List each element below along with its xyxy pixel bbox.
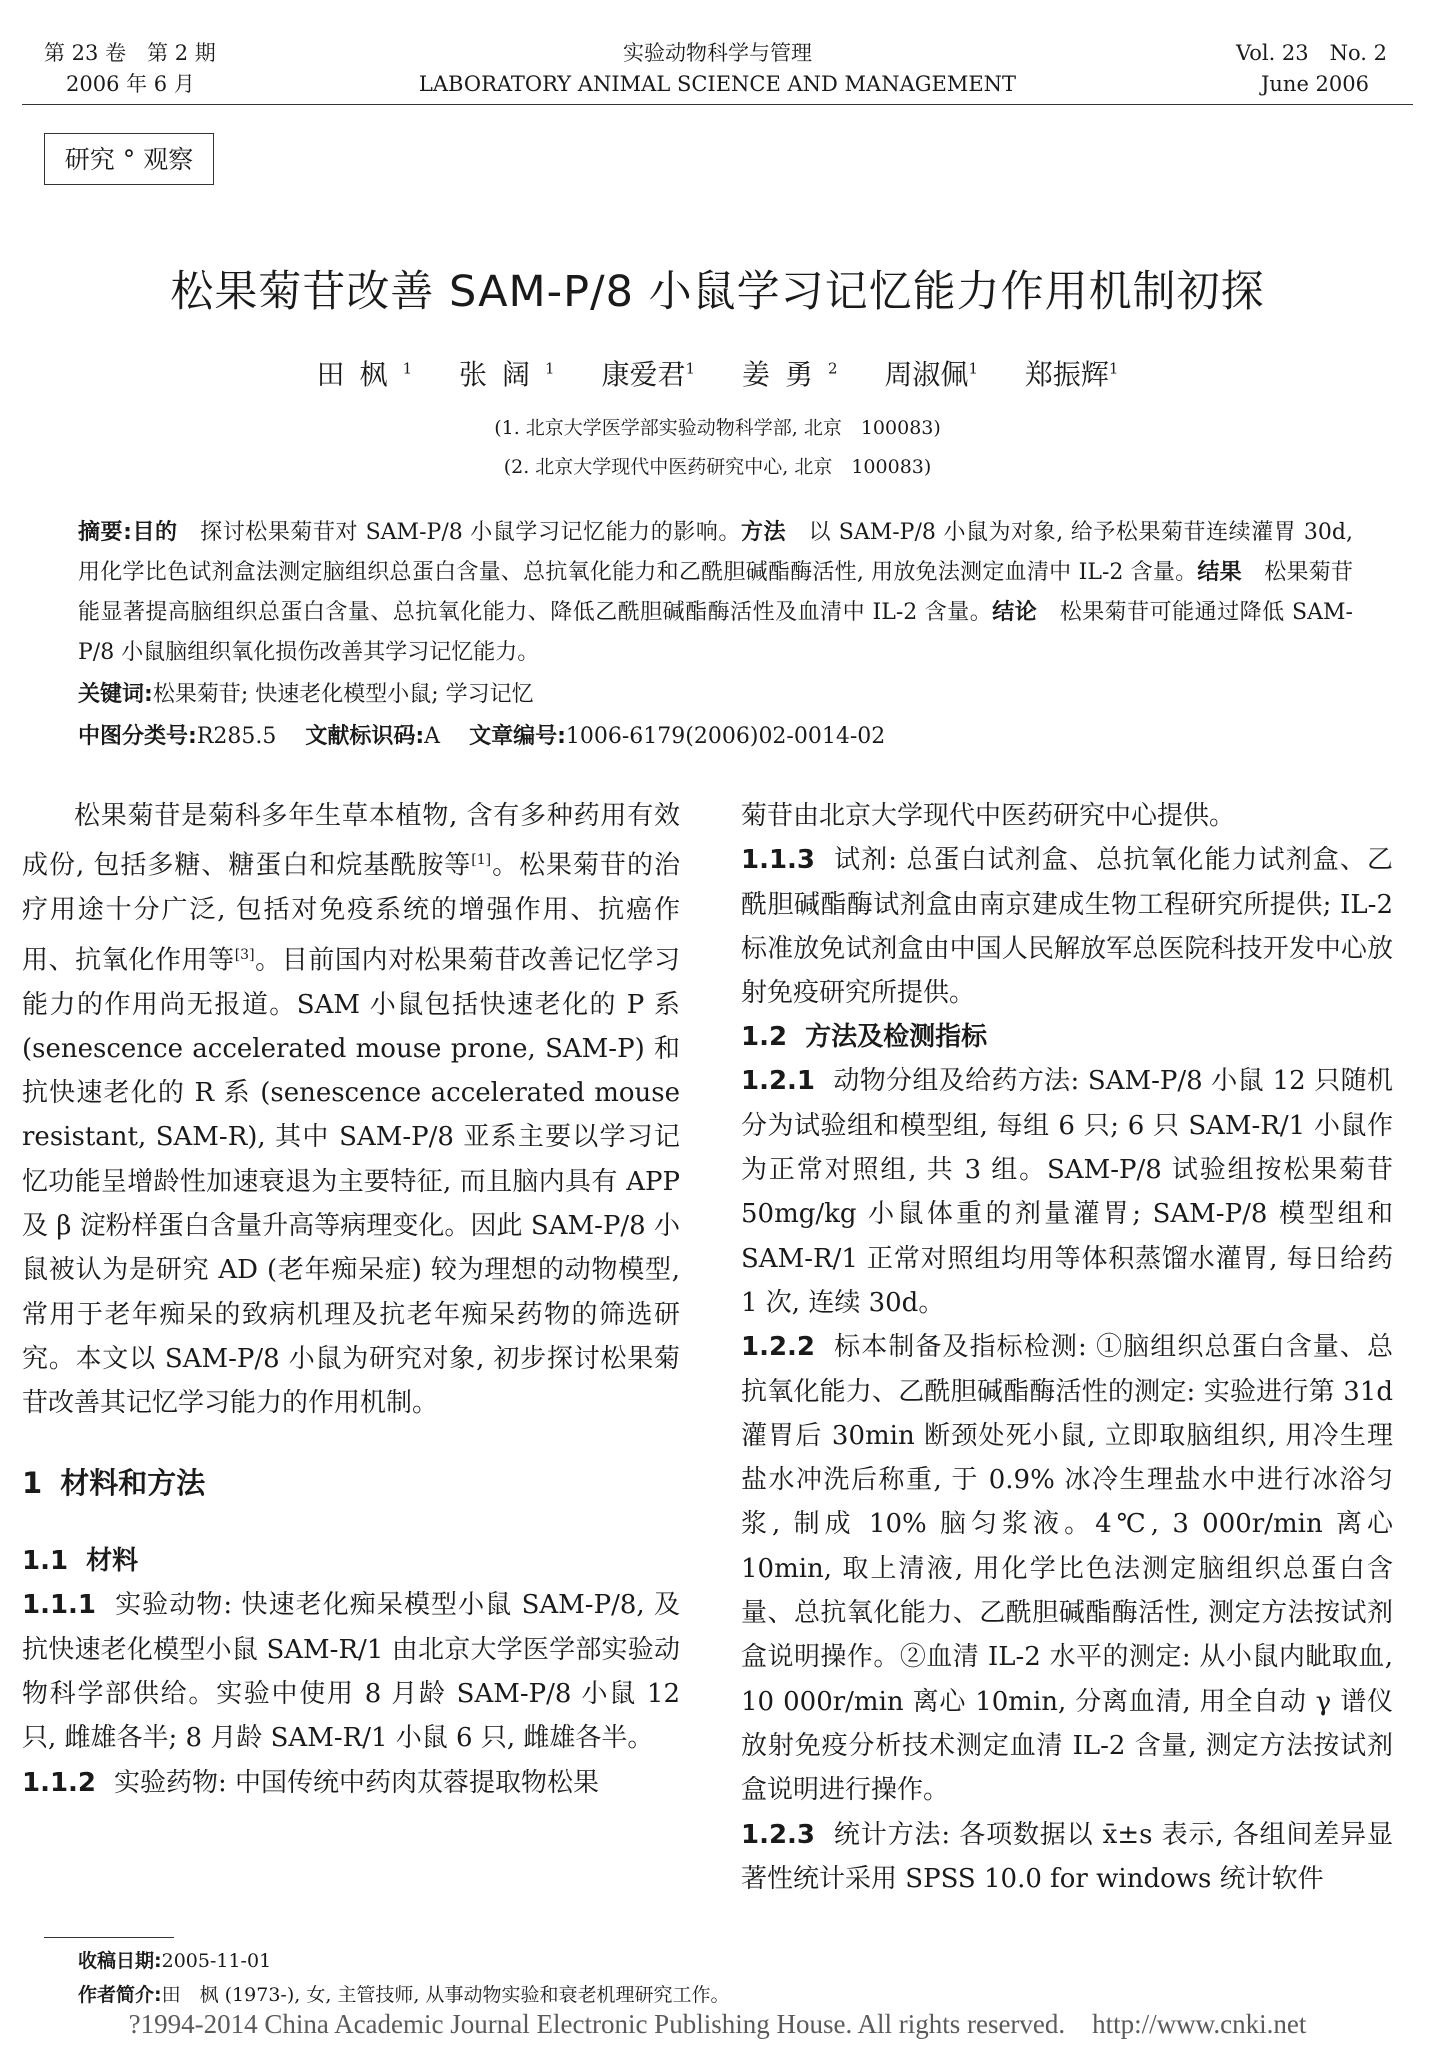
abstract-label: 摘要:: [78, 520, 132, 545]
doc-code-value: A: [424, 724, 441, 749]
subsection-1-2-2: 1.2.2 标本制备及指标检测: ①脑组织总蛋白含量、总抗氧化能力、乙酰胆碱酯酶活性的测定: 实验进行第 31d 灌胃后 30min 断颈处死小鼠, 立即取脑组织, 用冷生理盐水冲洗后称重, 于 0.9% 冰冷生理盐水中进行冰浴匀浆, 制成 10% 脑匀浆液。4℃, 3 000r/min 离心 10min, 取上清液, 用化学比色法测定脑组织总蛋白含量、总抗氧化能力、乙酰胆碱酯酶活性, 测定方法按试剂盒说明操作。②血清 IL-2 水平的测定: 从小鼠内眦取血, 10 000r/min 离心 10min, 分离血清, 用全自动 γ 谱仪放射免疫分析技术测定血清 IL-2 含量, 测定方法按试剂盒说明进行操作。: [741, 1332, 1393, 1806]
author-bio: 作者简介:田 枫 (1973-), 女, 主管技师, 从事动物实验和衰老机理研究工作。: [78, 1984, 730, 2006]
intro-paragraph: 松果菊苷是菊科多年生草本植物, 含有多种药用有效成份, 包括多糖、糖蛋白和烷基酰胺等[1]。松果菊苷的治疗用途十分广泛, 包括对免疫系统的增强作用、抗癌作用、抗氧化作用等[3]。目前国内对松果菊苷改善记忆学习能力的作用尚无报道。SAM 小鼠包括快速老化的 P 系 (senescence accelerated mouse prone, SAM-P) 和抗快速老化的 R 系 (senescence accelerated mouse resistant, SAM-R), 其中 SAM-P/8 亚系主要以学习记忆功能呈增龄性加速衰退为主要特征, 而且脑内具有 APP 及 β 淀粉样蛋白含量升高等病理变化。因此 SAM-P/8 小鼠被认为是研究 AD (老年痴呆症) 较为理想的动物模型, 常用于老年痴呆的致病机理及抗老年痴呆药物的筛选研究。本文以 SAM-P/8 小鼠为研究对象, 初步探讨松果菊苷改善其记忆学习能力的作用机制。: [22, 801, 680, 1419]
author-list: [0, 347, 1435, 397]
subsection-1-1-2: 1.1.2 实验药物: 中国传统中药肉苁蓉提取物松果: [22, 1767, 600, 1798]
journal-name-cn: 实验动物科学与管理: [623, 41, 812, 65]
article-number-value: 1006-6179(2006)02-0014-02: [565, 724, 886, 749]
abstract: [78, 513, 1353, 673]
author: 康爱君$^1$: [601, 358, 696, 392]
section-label: 研究 ° 观察: [44, 133, 214, 185]
author: 姜勇$^2$: [741, 358, 838, 392]
clc-value: R285.5: [196, 724, 277, 749]
citation: [1]: [471, 852, 492, 869]
article-number-label: 文章编号:: [469, 724, 566, 749]
heading-1: 1 材料和方法: [22, 1466, 206, 1501]
conclusion-label: 结论: [992, 600, 1038, 625]
subsection-1-2-1: 1.2.1 动物分组及给药方法: SAM-P/8 小鼠 12 只随机分为试验组和模型组, 每组 6 只; 6 只 SAM-R/1 小鼠作为正常对照组, 共 3 组。SAM-P/8 试验组按松果菊苷 50mg/kg 小鼠体重的剂量灌胃; SAM-P/8 模型组和 SAM-R/1 正常对照组均用等体积蒸馏水灌胃, 每日给药 1 次, 连续 30d。: [741, 1066, 1393, 1318]
header-volume-en: [1236, 38, 1387, 100]
continued-text: 菊苷由北京大学现代中医药研究中心提供。: [741, 801, 1236, 831]
method-label: 方法: [740, 520, 787, 545]
right-column: [741, 794, 1393, 1901]
citation: [3]: [234, 946, 255, 963]
objective-text: 探讨松果菊苷对 SAM-P/8 小鼠学习记忆能力的影响。: [200, 520, 741, 545]
keywords-label: 关键词:: [78, 682, 153, 707]
received-date: 收稿日期:2005-11-01: [78, 1950, 272, 1972]
header-journal: [0, 38, 1435, 100]
conclusion-text: 松果菊苷可能通过降低 SAM-P/8 小鼠脑组织氧化损伤改善其学习记忆能力。: [78, 600, 1353, 665]
heading-1-2: 1.2 方法及检测指标: [741, 1022, 988, 1053]
doc-code-label: 文献标识码:: [305, 724, 425, 749]
author: 郑振辉$^1$: [1024, 358, 1119, 392]
footnote-rule: [44, 1937, 174, 1938]
classification: [78, 717, 1353, 757]
heading-1-1: 1.1 材料: [22, 1546, 139, 1577]
keywords: [78, 675, 1353, 715]
subsection-1-2-3: 1.2.3 统计方法: 各项数据以 x̄±s 表示, 各组间差异显著性统计采用 SPSS 10.0 for windows 统计软件: [741, 1819, 1393, 1894]
method-text: 以 SAM-P/8 小鼠为对象, 给予松果菊苷连续灌胃 30d, 用化学比色试剂盒法测定脑组织总蛋白含量、总抗氧化能力和乙酰胆碱酯酶活性, 用放免法测定血清中 IL-2 含量。: [78, 520, 1353, 585]
objective-label: 目的: [131, 520, 178, 545]
paper-title: 松果菊苷改善 SAM-P/8 小鼠学习记忆能力作用机制初探: [170, 267, 1265, 317]
journal-name-en: LABORATORY ANIMAL SCIENCE AND MANAGEMENT: [418, 72, 1017, 96]
date-cn: 2006 年 6 月: [66, 72, 195, 96]
footnotes: [78, 1944, 730, 2012]
affiliation-2: (2. 北京大学现代中医药研究中心, 北京 100083): [503, 456, 932, 478]
date-en: June 2006: [1260, 72, 1369, 96]
author: 张阔$^1$: [459, 358, 555, 392]
volume-issue-en: Vol. 23 No. 2: [1235, 41, 1387, 65]
subsection-1-1-1: 1.1.1 实验动物: 快速老化痴呆模型小鼠 SAM-P/8, 及抗快速老化模型小鼠 SAM-R/1 由北京大学医学部实验动物科学部供给。实验中使用 8 月龄 SAM-P/8 小鼠 12 只, 雌雄各半; 8 月龄 SAM-R/1 小鼠 6 只, 雌雄各半。: [22, 1590, 680, 1754]
keywords-text: 松果菊苷; 快速老化模型小鼠; 学习记忆: [152, 682, 534, 707]
left-column: [22, 794, 680, 1805]
affiliation-1: (1. 北京大学医学部实验动物科学部, 北京 100083): [494, 417, 941, 439]
author: 田枫$^1$: [316, 358, 413, 392]
author: 周淑佩$^1$: [884, 358, 978, 392]
copyright-notice: ?1994-2014 China Academic Journal Electronic Publishing House. All rights reserved. http://www.cnki.net: [128, 2009, 1307, 2039]
volume-issue-cn: 第 23 卷 第 2 期: [44, 41, 216, 65]
result-label: 结果: [1197, 560, 1242, 585]
subsection-1-1-3: 1.1.3 试剂: 总蛋白试剂盒、总抗氧化能力试剂盒、乙酰胆碱酯酶试剂盒由南京建成生物工程研究所提供; IL-2 标准放免试剂盒由中国人民解放军总医院科技开发中心放射免疫研究所提供。: [741, 845, 1393, 1009]
clc-label: 中图分类号:: [78, 724, 197, 749]
result-text: 松果菊苷能显著提高脑组织总蛋白含量、总抗氧化能力、降低乙酰胆碱酯酶活性及血清中 IL-2 含量。: [78, 560, 1353, 625]
header-rule: [22, 104, 1413, 105]
